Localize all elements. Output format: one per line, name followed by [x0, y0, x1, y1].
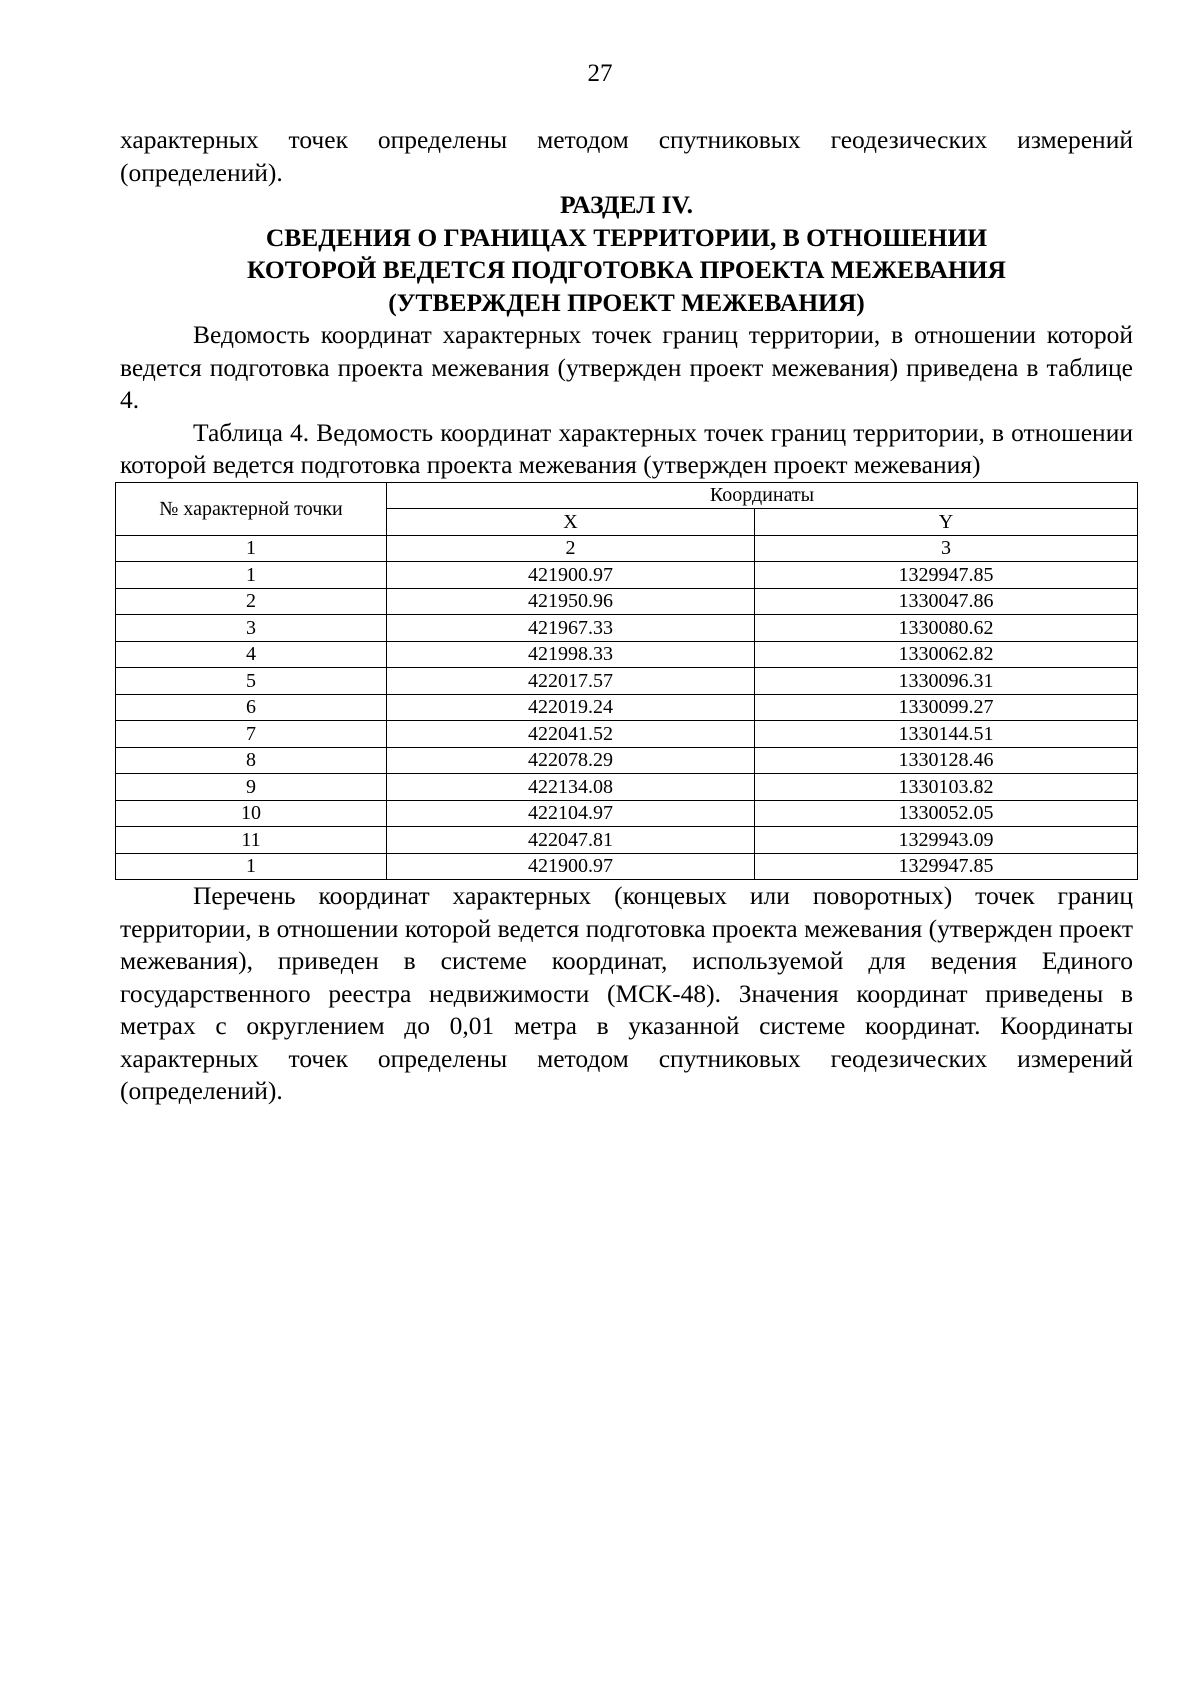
coordinate-y: 1330128.46 — [755, 747, 1138, 774]
table-row — [116, 588, 1138, 615]
page-content — [120, 124, 1133, 1108]
table-column-numbers-row — [116, 535, 1138, 562]
coordinate-x: 422104.97 — [387, 800, 755, 827]
section-title-line-1: СВЕДЕНИЯ О ГРАНИЦАХ ТЕРРИТОРИИ, В ОТНОШЕНИИ — [265, 222, 988, 252]
table-row — [116, 827, 1138, 854]
point-number: 8 — [116, 747, 387, 774]
header-y: Y — [755, 509, 1138, 536]
point-number: 2 — [116, 588, 387, 615]
point-number: 4 — [116, 641, 387, 668]
header-coordinates: Координаты — [387, 482, 1138, 509]
column-number-2: 2 — [387, 535, 755, 562]
table-row — [116, 774, 1138, 801]
table-row — [116, 615, 1138, 642]
coordinate-x: 421900.97 — [387, 562, 755, 589]
section-number: РАЗДЕЛ IV. — [559, 190, 694, 219]
coordinate-y: 1330096.31 — [755, 668, 1138, 695]
table-row — [116, 562, 1138, 589]
table-caption: Таблица 4. Ведомость координат характерных точек границ территории, в отношении которой ведется подготовка проекта межевания (утвержден проект межевания) — [120, 417, 1133, 479]
table-row — [116, 800, 1138, 827]
section-title-line-3: (УТВЕРЖДЕН ПРОЕКТ МЕЖЕВАНИЯ) — [388, 287, 865, 317]
point-number: 9 — [116, 774, 387, 801]
table-row — [116, 747, 1138, 774]
coordinate-x: 422047.81 — [387, 827, 755, 854]
point-number: 3 — [116, 615, 387, 642]
coordinate-x: 421950.96 — [387, 588, 755, 615]
column-number-1: 1 — [116, 535, 387, 562]
section-title-line-2: КОТОРОЙ ВЕДЕТСЯ ПОДГОТОВКА ПРОЕКТА МЕЖЕВАНИЯ — [247, 255, 1006, 284]
point-number: 1 — [116, 562, 387, 589]
coordinate-x: 421900.97 — [387, 853, 755, 880]
coordinate-y: 1330080.62 — [755, 615, 1138, 642]
coordinate-y: 1329943.09 — [755, 827, 1138, 854]
point-number: 6 — [116, 694, 387, 721]
header-point-number: № характерной точки — [116, 482, 387, 535]
point-number: 10 — [116, 800, 387, 827]
page-number: 27 — [587, 60, 613, 87]
table-row — [116, 721, 1138, 748]
coordinate-x: 422041.52 — [387, 721, 755, 748]
column-number-3: 3 — [755, 535, 1138, 562]
coordinate-y: 1329947.85 — [755, 562, 1138, 589]
coordinate-x: 422078.29 — [387, 747, 755, 774]
coordinate-y: 1330099.27 — [755, 694, 1138, 721]
coordinate-y: 1329947.85 — [755, 853, 1138, 880]
coordinates-table — [115, 482, 1138, 881]
coordinate-y: 1330062.82 — [755, 641, 1138, 668]
table-row — [116, 853, 1138, 880]
table-row — [116, 694, 1138, 721]
table-header-row — [116, 482, 1138, 509]
point-number: 7 — [116, 721, 387, 748]
point-number: 11 — [116, 827, 387, 854]
coordinate-y: 1330047.86 — [755, 588, 1138, 615]
intro-paragraph: характерных точек определены методом спутниковых геодезических измерений (определений). — [120, 125, 1133, 187]
table-row — [116, 668, 1138, 695]
header-x: X — [387, 509, 755, 536]
coordinate-x: 422019.24 — [387, 694, 755, 721]
paragraph-coordinate-system: Перечень координат характерных (концевых или поворотных) точек границ территории, в отношении которой ведется подготовка проекта межевания (утвержден проект межевания), приведен в системе координат, используемой для ведения Единого государственного реестра недвижимости (МСК-48). Значения координат приведены в метрах с округлением до 0,01 метра в указанной системе координат. Координаты характерных точек определены методом спутниковых геодезических измерений (определений). — [120, 881, 1133, 1105]
point-number: 5 — [116, 668, 387, 695]
coordinate-y: 1330103.82 — [755, 774, 1138, 801]
point-number: 1 — [116, 853, 387, 880]
table-row — [116, 641, 1138, 668]
coordinate-x: 421998.33 — [387, 641, 755, 668]
coordinate-x: 422134.08 — [387, 774, 755, 801]
coordinate-x: 422017.57 — [387, 668, 755, 695]
coordinate-y: 1330052.05 — [755, 800, 1138, 827]
coordinate-y: 1330144.51 — [755, 721, 1138, 748]
coordinate-x: 421967.33 — [387, 615, 755, 642]
paragraph-table-reference: Ведомость координат характерных точек границ территории, в отношении которой ведется подготовка проекта межевания (утвержден проект межевания) приведена в таблице 4. — [120, 320, 1133, 414]
